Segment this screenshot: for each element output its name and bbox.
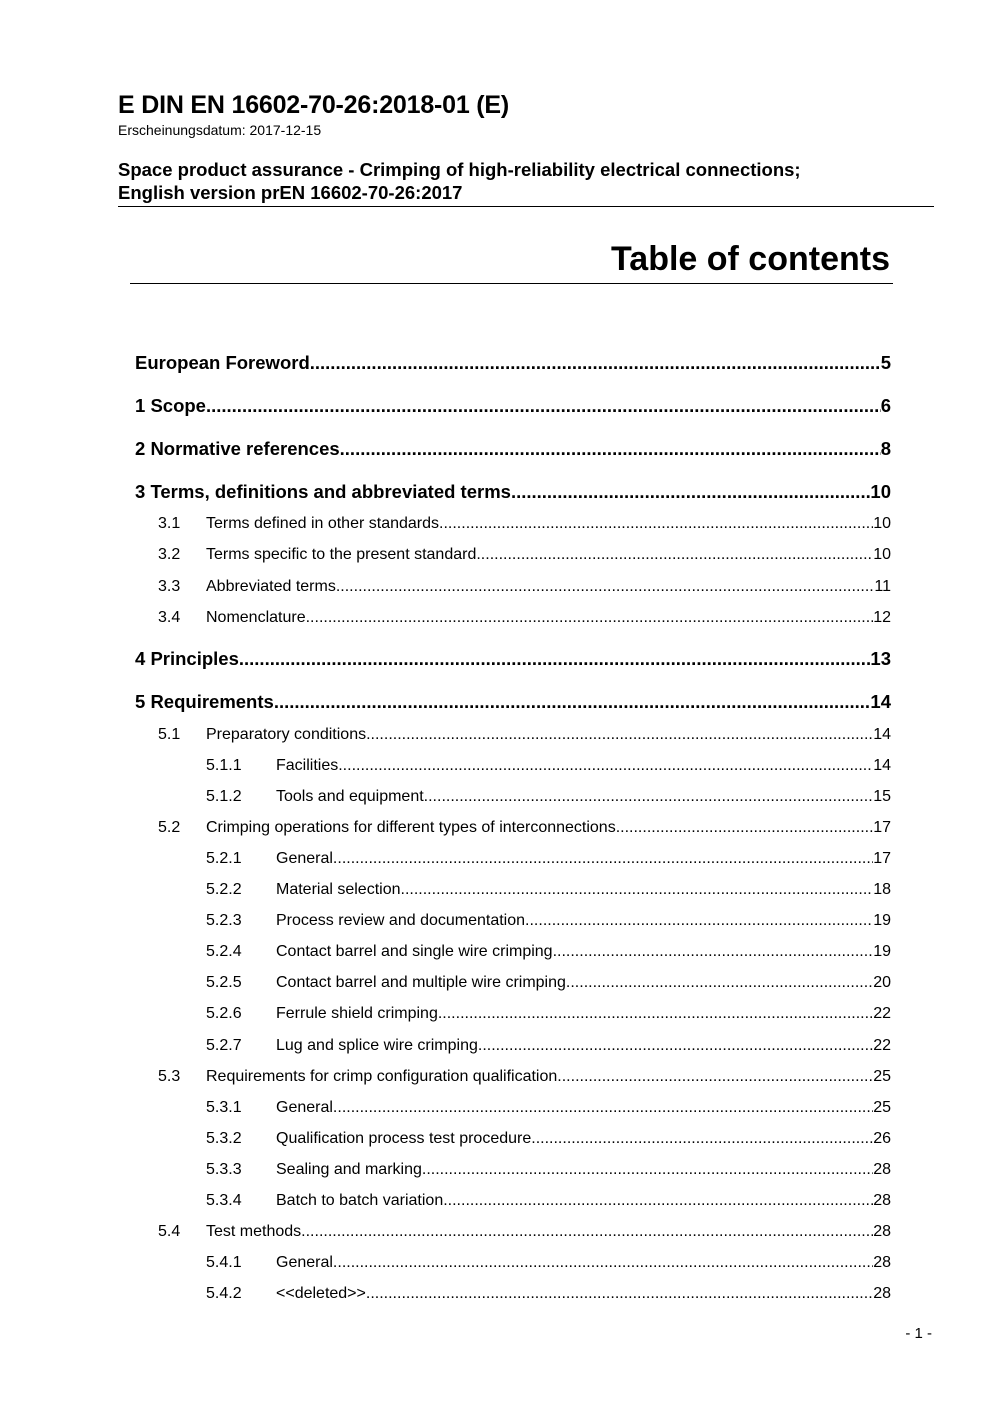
toc-entry-number: 5.2.6 xyxy=(206,1005,242,1022)
toc-entry-number: 3.4 xyxy=(158,609,181,626)
toc-entry-number: 3.2 xyxy=(158,546,181,563)
dot-leader xyxy=(306,609,874,627)
document-subtitle xyxy=(118,158,934,204)
toc-entry-page: 22 xyxy=(873,1037,891,1054)
toc-entry-page: 26 xyxy=(873,1130,891,1147)
toc-entry-title-text: Principles xyxy=(150,648,239,669)
toc-entry[interactable] xyxy=(206,850,891,868)
toc-entry[interactable] xyxy=(135,438,891,460)
toc-entry[interactable] xyxy=(135,691,891,713)
toc-entry-page: 10 xyxy=(873,515,891,532)
subtitle-line-2: English version prEN 16602-70-26:2017 xyxy=(118,182,463,203)
toc-entry-title: General xyxy=(276,1099,333,1116)
toc-entry[interactable] xyxy=(206,1099,891,1117)
toc-entry[interactable] xyxy=(135,395,891,417)
dot-leader xyxy=(476,546,873,564)
toc-heading: Table of contents xyxy=(611,240,890,278)
toc-entry-page: 15 xyxy=(873,788,891,805)
toc-entry-number: 5.3.1 xyxy=(206,1099,242,1116)
toc-entry-page: 5 xyxy=(880,352,891,373)
toc-entry-number: 5.2.1 xyxy=(206,850,242,867)
toc-entry-title: Preparatory conditions xyxy=(206,726,367,743)
dot-leader xyxy=(401,881,874,899)
toc-entry-number: 5.4.1 xyxy=(206,1254,242,1271)
toc-entry[interactable] xyxy=(158,1068,891,1086)
dot-leader xyxy=(366,1285,873,1303)
dot-leader xyxy=(366,726,873,744)
dot-leader xyxy=(438,1005,873,1023)
toc-entry-page: 10 xyxy=(870,481,891,502)
toc-entry-page: 22 xyxy=(873,1005,891,1022)
toc-entry[interactable] xyxy=(158,515,891,533)
toc-entry-number: 5.4.2 xyxy=(206,1285,242,1302)
dot-leader xyxy=(525,912,873,930)
dot-leader xyxy=(511,481,870,503)
toc-entry-title: General xyxy=(276,850,333,867)
dot-leader xyxy=(553,943,874,961)
toc-entry[interactable] xyxy=(206,1037,891,1055)
toc-entry-page: 25 xyxy=(873,1068,891,1085)
toc-entry[interactable] xyxy=(206,974,891,992)
toc-entry[interactable] xyxy=(158,819,891,837)
toc-entry[interactable] xyxy=(158,609,891,627)
subtitle-line-1: Space product assurance - Crimping of high-reliability electrical connections; xyxy=(118,159,801,180)
toc-entry-title xyxy=(135,395,206,417)
toc-entry[interactable] xyxy=(206,1161,891,1179)
toc-entry-page: 28 xyxy=(873,1192,891,1209)
toc-entry[interactable] xyxy=(206,881,891,899)
dot-leader xyxy=(310,352,881,374)
toc-entry-title: Material selection xyxy=(276,881,401,898)
toc-entry-page: 25 xyxy=(873,1099,891,1116)
toc-entry-title xyxy=(135,481,511,503)
toc-entry-title xyxy=(135,691,274,713)
dot-leader xyxy=(333,850,873,868)
toc-entry-title: Nomenclature xyxy=(206,609,306,626)
toc-entry[interactable] xyxy=(158,1223,891,1241)
toc-entry-title-text: Scope xyxy=(150,395,206,416)
toc-entry-page: 14 xyxy=(870,691,891,712)
toc-entry[interactable] xyxy=(206,1254,891,1272)
dot-leader xyxy=(274,691,871,713)
toc-entry-page: 12 xyxy=(873,609,891,626)
toc-entry[interactable] xyxy=(158,578,891,596)
toc-entry-number: 5.3.2 xyxy=(206,1130,242,1147)
toc-entry-number: 4 xyxy=(135,648,146,669)
toc-entry-page: 28 xyxy=(873,1254,891,1271)
toc-entry-title: Ferrule shield crimping xyxy=(276,1005,438,1022)
dot-leader xyxy=(478,1037,873,1055)
toc-entry-title: Tools and equipment xyxy=(276,788,424,805)
dot-leader xyxy=(333,1099,873,1117)
toc-entry-title: Requirements for crimp configuration qualification xyxy=(206,1068,558,1085)
toc-entry[interactable] xyxy=(158,726,891,744)
toc-entry-title: Facilities xyxy=(276,757,339,774)
toc-entry-page: 17 xyxy=(873,819,891,836)
toc-entry-page: 6 xyxy=(880,395,891,416)
toc-entry-title-text: Terms, definitions and abbreviated terms xyxy=(150,481,511,502)
dot-leader xyxy=(206,395,881,417)
toc-entry[interactable] xyxy=(206,1192,891,1210)
toc-entry-number: 5.1.2 xyxy=(206,788,242,805)
toc-entry-number: 3.1 xyxy=(158,515,181,532)
toc-entry-title: Sealing and marking xyxy=(276,1161,422,1178)
header-rule xyxy=(118,206,934,207)
toc-entry-page: 19 xyxy=(873,912,891,929)
toc-entry-number: 3.3 xyxy=(158,578,181,595)
toc-entry-number: 5.2.7 xyxy=(206,1037,242,1054)
toc-entry[interactable] xyxy=(206,1285,891,1303)
toc-entry-number: 5.4 xyxy=(158,1223,181,1240)
toc-entry-title: Lug and splice wire crimping xyxy=(276,1037,478,1054)
dot-leader xyxy=(301,1223,873,1241)
toc-entry[interactable] xyxy=(206,757,891,775)
toc-entry-number: 5.1 xyxy=(158,726,181,743)
toc-entry[interactable] xyxy=(135,352,891,374)
document-id: E DIN EN 16602-70-26:2018-01 (E) xyxy=(118,91,510,119)
toc-entry-title: Batch to batch variation xyxy=(276,1192,444,1209)
toc-entry-title: Test methods xyxy=(206,1223,302,1240)
dot-leader xyxy=(336,578,875,596)
toc-entry-number: 5.2.4 xyxy=(206,943,242,960)
toc-entry-page: 10 xyxy=(873,546,891,563)
toc-entry-page: 19 xyxy=(873,943,891,960)
toc-entry-number: 5.2.5 xyxy=(206,974,242,991)
toc-entry-page: 20 xyxy=(873,974,891,991)
toc-entry-page: 14 xyxy=(873,726,891,743)
toc-entry[interactable] xyxy=(206,788,891,806)
dot-leader xyxy=(443,1192,873,1210)
toc-entry-title xyxy=(135,648,239,670)
toc-entry-number: 2 xyxy=(135,438,146,459)
toc-entry-number: 5.2.2 xyxy=(206,881,242,898)
toc-heading-rule xyxy=(130,283,893,284)
toc-entry[interactable] xyxy=(135,481,891,503)
toc-entry-title: Crimping operations for different types of interconnections xyxy=(206,819,616,836)
toc-entry-page: 17 xyxy=(873,850,891,867)
toc-entry-number: 5 xyxy=(135,691,146,712)
toc-entry[interactable] xyxy=(158,546,891,564)
dot-leader xyxy=(424,788,874,806)
toc-entry-page: 28 xyxy=(873,1161,891,1178)
toc-entry-number: 5.1.1 xyxy=(206,757,242,774)
toc-entry-title: Qualification process test procedure xyxy=(276,1130,532,1147)
toc-entry-number: 5.2.3 xyxy=(206,912,242,929)
toc-entry[interactable] xyxy=(206,943,891,961)
toc-entry-title: General xyxy=(276,1254,333,1271)
dot-leader xyxy=(422,1161,873,1179)
toc-entry-title: <<deleted>> xyxy=(276,1285,366,1302)
toc-entry[interactable] xyxy=(206,1130,891,1148)
dot-leader xyxy=(340,438,881,460)
toc-entry-title: Terms specific to the present standard xyxy=(206,546,477,563)
toc-entry-page: 28 xyxy=(873,1285,891,1302)
toc-entry-number: 5.3 xyxy=(158,1068,181,1085)
toc-entry-page: 8 xyxy=(880,438,891,459)
toc-entry-number: 1 xyxy=(135,395,146,416)
toc-entry-title: Contact barrel and multiple wire crimping xyxy=(276,974,566,991)
dot-leader xyxy=(616,819,874,837)
dot-leader xyxy=(338,757,873,775)
toc-entry-title-text: Normative references xyxy=(150,438,340,459)
dot-leader xyxy=(239,648,871,670)
toc-entry-number: 5.3.3 xyxy=(206,1161,242,1178)
dot-leader xyxy=(333,1254,873,1272)
toc-entry-title xyxy=(135,438,340,460)
toc-entry-title: Terms defined in other standards xyxy=(206,515,440,532)
toc-entry-title-text: Requirements xyxy=(150,691,274,712)
toc-entry[interactable] xyxy=(206,912,891,930)
toc-entry-number: 5.2 xyxy=(158,819,181,836)
toc-entry-page: 13 xyxy=(870,648,891,669)
publication-date: Erscheinungsdatum: 2017-12-15 xyxy=(118,122,322,138)
toc-entry[interactable] xyxy=(206,1005,891,1023)
dot-leader xyxy=(439,515,873,533)
toc-entry-title: Process review and documentation xyxy=(276,912,526,929)
dot-leader xyxy=(566,974,873,992)
toc-entry-title: European Foreword xyxy=(135,352,310,373)
toc-entry-page: 14 xyxy=(873,757,891,774)
toc-entry-page: 18 xyxy=(873,881,891,898)
dot-leader xyxy=(531,1130,873,1148)
toc-entry[interactable] xyxy=(135,648,891,670)
toc-entry-page: 11 xyxy=(874,578,891,595)
toc-entry-page: 28 xyxy=(873,1223,891,1240)
page-number: - 1 - xyxy=(905,1325,932,1342)
toc-entry-title: Contact barrel and single wire crimping xyxy=(276,943,553,960)
dot-leader xyxy=(557,1068,873,1086)
toc-entry-number: 3 xyxy=(135,481,146,502)
toc-entry-number: 5.3.4 xyxy=(206,1192,242,1209)
toc-entry-title: Abbreviated terms xyxy=(206,578,336,595)
